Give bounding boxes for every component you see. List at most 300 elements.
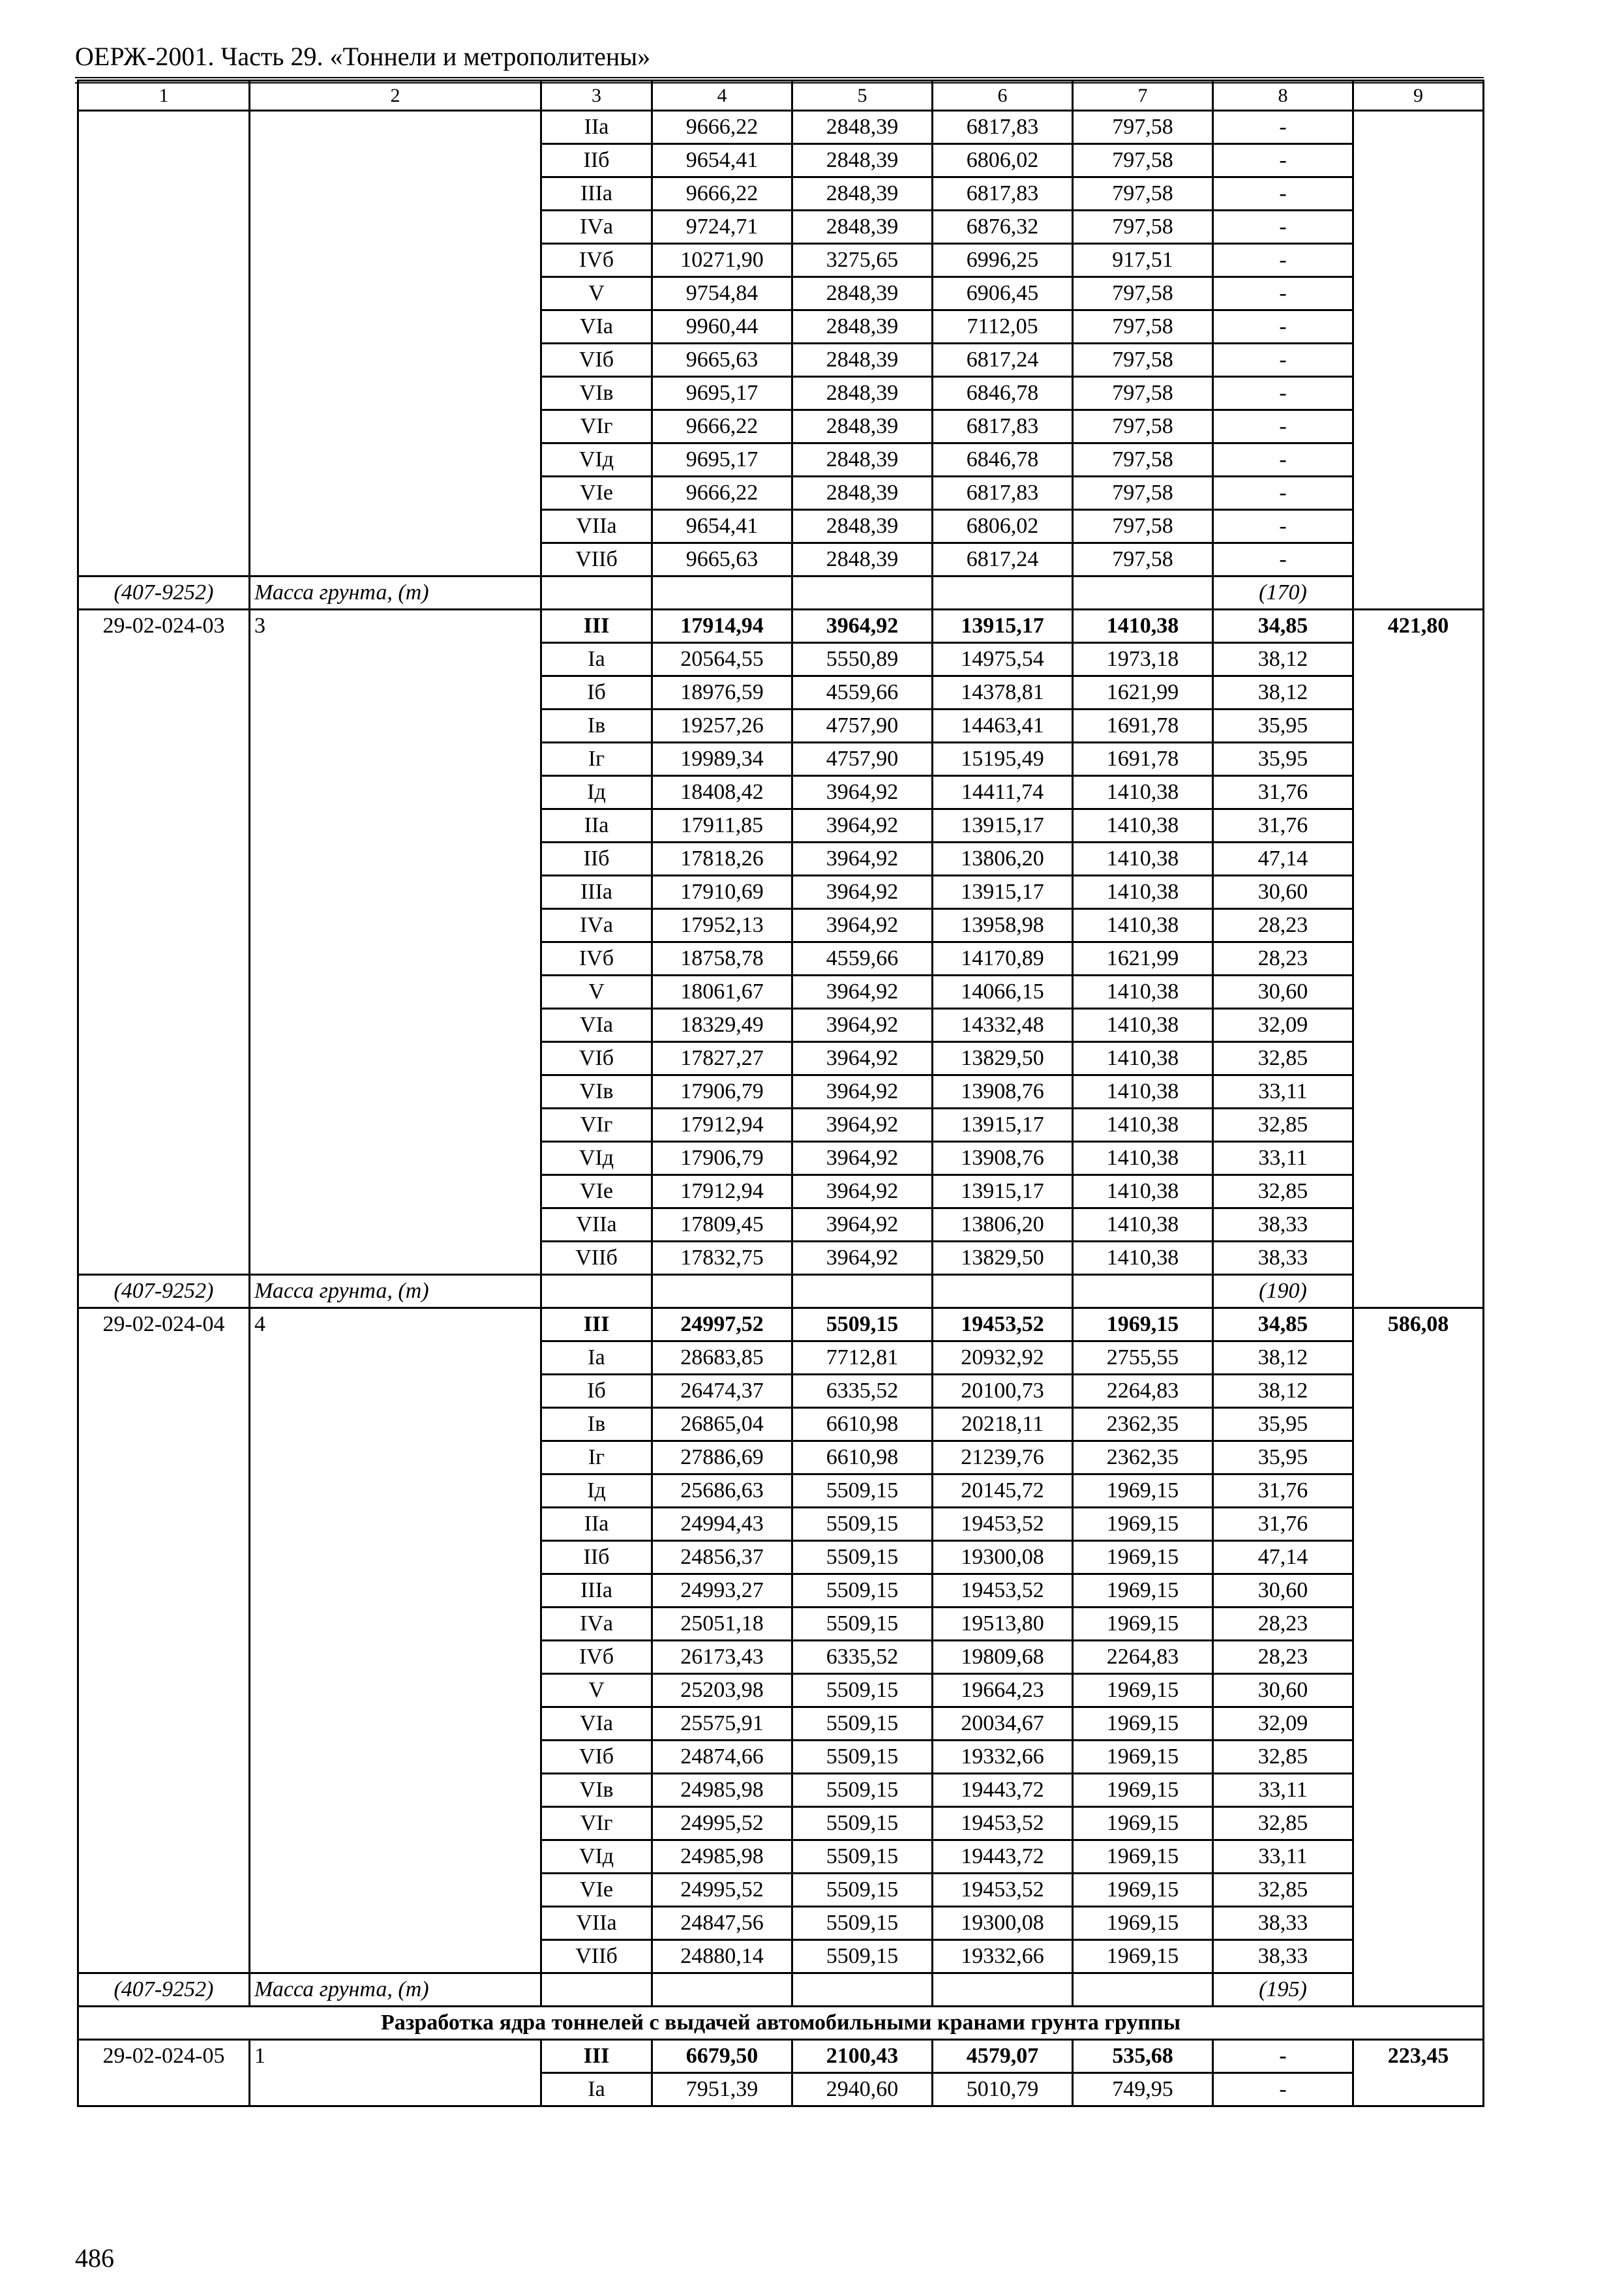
col-num-7: 7 — [1073, 81, 1213, 111]
labor-cost-cell: 2848,39 — [792, 510, 933, 543]
labor-cost-cell: 4757,90 — [792, 743, 933, 776]
machine-cost-cell: 20100,73 — [933, 1375, 1073, 1408]
zone-cell: VIг — [541, 410, 652, 443]
labor-cost-cell: 5509,15 — [792, 1907, 933, 1940]
material-cost-cell: 38,33 — [1213, 1907, 1353, 1940]
rate-name — [250, 111, 541, 576]
labor-cost-cell: 3964,92 — [792, 1075, 933, 1109]
total-cost-cell: 7951,39 — [652, 2073, 792, 2106]
zone-cell: V — [541, 277, 652, 310]
column-number-row — [78, 81, 1484, 111]
total-cost-cell: 24847,56 — [652, 1907, 792, 1940]
rate-code — [78, 111, 250, 576]
empty-cell — [1073, 1275, 1213, 1308]
machine-cost-cell: 19664,23 — [933, 1674, 1073, 1707]
operator-wage-cell: 1621,99 — [1073, 942, 1213, 976]
rate-name: 4 — [250, 1308, 541, 1973]
zone-cell: Iд — [541, 1474, 652, 1508]
machine-cost-cell: 13915,17 — [933, 876, 1073, 909]
total-cost-cell: 9695,17 — [652, 443, 792, 477]
zone-cell: VIб — [541, 1741, 652, 1774]
labor-cost-cell: 5509,15 — [792, 1541, 933, 1574]
operator-wage-cell: 1969,15 — [1073, 1541, 1213, 1574]
zone-cell: Iг — [541, 743, 652, 776]
header-rule — [75, 77, 1484, 78]
labor-cost-cell: 6610,98 — [792, 1408, 933, 1441]
material-cost-cell: - — [1213, 2040, 1353, 2073]
zone-cell: VIе — [541, 1175, 652, 1208]
machine-cost-cell: 6996,25 — [933, 244, 1073, 277]
col-num-1: 1 — [78, 81, 250, 111]
labor-cost-cell: 2940,60 — [792, 2073, 933, 2106]
operator-wage-cell: 1410,38 — [1073, 1075, 1213, 1109]
zone-cell: VIIа — [541, 510, 652, 543]
material-cost-cell: 35,95 — [1213, 1441, 1353, 1474]
mass-value: (190) — [1213, 1275, 1353, 1308]
operator-wage-cell: 797,58 — [1073, 543, 1213, 576]
zone-cell: Iд — [541, 776, 652, 809]
labor-cost-cell: 2848,39 — [792, 277, 933, 310]
page-number: 486 — [75, 2243, 114, 2273]
machine-cost-cell: 7112,05 — [933, 310, 1073, 344]
empty-cell — [1073, 1973, 1213, 2007]
operator-wage-cell: 1969,15 — [1073, 1907, 1213, 1940]
material-cost-cell: 32,09 — [1213, 1009, 1353, 1042]
material-cost-cell: 38,33 — [1213, 1940, 1353, 1973]
material-cost-cell: 30,60 — [1213, 1574, 1353, 1608]
rate-code: 29-02-024-03 — [78, 610, 250, 1275]
total-cost-cell: 24993,27 — [652, 1574, 792, 1608]
material-cost-cell: 28,23 — [1213, 1641, 1353, 1674]
machine-cost-cell: 19443,72 — [933, 1840, 1073, 1874]
empty-cell — [541, 1275, 652, 1308]
total-cost-cell: 19257,26 — [652, 710, 792, 743]
total-cost-cell: 24995,52 — [652, 1874, 792, 1907]
machine-cost-cell: 6817,24 — [933, 344, 1073, 377]
material-cost-cell: - — [1213, 543, 1353, 576]
machine-cost-cell: 13915,17 — [933, 1109, 1073, 1142]
empty-cell — [652, 1275, 792, 1308]
labor-cost-cell: 5509,15 — [792, 1707, 933, 1741]
zone-cell: IVб — [541, 1641, 652, 1674]
total-cost-cell: 25203,98 — [652, 1674, 792, 1707]
machine-cost-cell: 21239,76 — [933, 1441, 1073, 1474]
operator-wage-cell: 1410,38 — [1073, 909, 1213, 942]
labor-cost-cell: 3964,92 — [792, 1242, 933, 1275]
material-cost-cell: 28,23 — [1213, 942, 1353, 976]
zone-cell: VIб — [541, 344, 652, 377]
machine-cost-cell: 20218,11 — [933, 1408, 1073, 1441]
machine-cost-cell: 14332,48 — [933, 1009, 1073, 1042]
zone-cell: Iб — [541, 1375, 652, 1408]
operator-wage-cell: 2755,55 — [1073, 1341, 1213, 1375]
operator-wage-cell: 797,58 — [1073, 510, 1213, 543]
labor-cost-cell: 3964,92 — [792, 610, 933, 643]
operator-wage-cell: 1410,38 — [1073, 1175, 1213, 1208]
material-cost-cell: 35,95 — [1213, 743, 1353, 776]
operator-wage-cell: 1969,15 — [1073, 1674, 1213, 1707]
mass-row — [78, 576, 1484, 610]
material-cost-cell: 28,23 — [1213, 909, 1353, 942]
material-cost-cell: 47,14 — [1213, 843, 1353, 876]
zone-cell: Iб — [541, 676, 652, 710]
zone-cell: VIе — [541, 1874, 652, 1907]
zone-cell: IIб — [541, 144, 652, 177]
zone-cell: IIIа — [541, 177, 652, 211]
zone-cell: IVа — [541, 909, 652, 942]
machine-cost-cell: 6817,83 — [933, 477, 1073, 510]
total-cost-cell: 9665,63 — [652, 344, 792, 377]
operator-wage-cell: 1969,15 — [1073, 1874, 1213, 1907]
machine-cost-cell: 13908,76 — [933, 1142, 1073, 1175]
machine-cost-cell: 6906,45 — [933, 277, 1073, 310]
operator-wage-cell: 1969,15 — [1073, 1807, 1213, 1840]
labor-cost-cell: 3964,92 — [792, 976, 933, 1009]
zone-cell: VIд — [541, 1840, 652, 1874]
labor-cost-cell: 2848,39 — [792, 344, 933, 377]
operator-wage-cell: 1621,99 — [1073, 676, 1213, 710]
machine-cost-cell: 13915,17 — [933, 809, 1073, 843]
col9-cell — [1353, 111, 1484, 610]
material-cost-cell: - — [1213, 177, 1353, 211]
material-cost-cell: 31,76 — [1213, 776, 1353, 809]
machine-cost-cell: 19453,52 — [933, 1508, 1073, 1541]
operator-wage-cell: 1969,15 — [1073, 1741, 1213, 1774]
machine-cost-cell: 19332,66 — [933, 1940, 1073, 1973]
total-cost-cell: 9960,44 — [652, 310, 792, 344]
total-cost-cell: 6679,50 — [652, 2040, 792, 2073]
zone-cell: VIа — [541, 1009, 652, 1042]
mass-ref: (407-9252) — [78, 1275, 250, 1308]
mass-label: Масса грунта, (т) — [250, 576, 541, 610]
machine-cost-cell: 13908,76 — [933, 1075, 1073, 1109]
operator-wage-cell: 1410,38 — [1073, 776, 1213, 809]
zone-cell: VIIб — [541, 1940, 652, 1973]
operator-wage-cell: 535,68 — [1073, 2040, 1213, 2073]
total-cost-cell: 17906,79 — [652, 1075, 792, 1109]
total-cost-cell: 17906,79 — [652, 1142, 792, 1175]
material-cost-cell: 38,12 — [1213, 676, 1353, 710]
total-cost-cell: 24880,14 — [652, 1940, 792, 1973]
empty-cell — [792, 576, 933, 610]
total-cost-cell: 25575,91 — [652, 1707, 792, 1741]
total-cost-cell: 24985,98 — [652, 1774, 792, 1807]
zone-cell: VIг — [541, 1807, 652, 1840]
material-cost-cell: - — [1213, 111, 1353, 144]
material-cost-cell: 32,85 — [1213, 1042, 1353, 1075]
machine-cost-cell: 13958,98 — [933, 909, 1073, 942]
total-cost-cell: 9724,71 — [652, 211, 792, 244]
total-cost-cell: 24856,37 — [652, 1541, 792, 1574]
zone-cell: VIа — [541, 310, 652, 344]
total-cost-cell: 25051,18 — [652, 1608, 792, 1641]
empty-cell — [541, 1973, 652, 2007]
labor-cost-cell: 2848,39 — [792, 310, 933, 344]
material-cost-cell: 32,85 — [1213, 1109, 1353, 1142]
labor-cost-cell: 5509,15 — [792, 1741, 933, 1774]
labor-cost-cell: 3964,92 — [792, 1175, 933, 1208]
operator-wage-cell: 797,58 — [1073, 410, 1213, 443]
operator-wage-cell: 797,58 — [1073, 144, 1213, 177]
labor-cost-cell: 4757,90 — [792, 710, 933, 743]
labor-cost-cell: 5509,15 — [792, 1940, 933, 1973]
machine-cost-cell: 14463,41 — [933, 710, 1073, 743]
page-title: ОЕРЖ-2001. Часть 29. «Тоннели и метрополитены» — [75, 42, 651, 71]
total-cost-cell: 17912,94 — [652, 1175, 792, 1208]
machine-cost-cell: 14378,81 — [933, 676, 1073, 710]
zone-cell: VIв — [541, 377, 652, 410]
machine-cost-cell: 19513,80 — [933, 1608, 1073, 1641]
labor-cost-cell: 2848,39 — [792, 111, 933, 144]
labor-cost-cell: 2848,39 — [792, 377, 933, 410]
machine-cost-cell: 13915,17 — [933, 610, 1073, 643]
material-cost-cell: 31,76 — [1213, 1474, 1353, 1508]
total-cost-cell: 26865,04 — [652, 1408, 792, 1441]
operator-wage-cell: 797,58 — [1073, 211, 1213, 244]
machine-cost-cell: 14170,89 — [933, 942, 1073, 976]
machine-cost-cell: 19453,52 — [933, 1308, 1073, 1341]
labor-cost-cell: 5509,15 — [792, 1608, 933, 1641]
operator-wage-cell: 2362,35 — [1073, 1441, 1213, 1474]
material-cost-cell: 32,85 — [1213, 1807, 1353, 1840]
zone-cell: IIа — [541, 111, 652, 144]
material-cost-cell: 32,85 — [1213, 1741, 1353, 1774]
zone-cell: VIб — [541, 1042, 652, 1075]
operator-wage-cell: 1969,15 — [1073, 1707, 1213, 1741]
machine-cost-cell: 19453,52 — [933, 1807, 1073, 1840]
operator-wage-cell: 797,58 — [1073, 344, 1213, 377]
zone-cell: III — [541, 610, 652, 643]
operator-wage-cell: 1969,15 — [1073, 1574, 1213, 1608]
total-cost-cell: 9654,41 — [652, 144, 792, 177]
machine-cost-cell: 13806,20 — [933, 1208, 1073, 1242]
operator-wage-cell: 917,51 — [1073, 244, 1213, 277]
material-cost-cell: 35,95 — [1213, 1408, 1353, 1441]
rate-name: 1 — [250, 2040, 541, 2106]
machine-cost-cell: 19443,72 — [933, 1774, 1073, 1807]
machine-cost-cell: 19300,08 — [933, 1541, 1073, 1574]
material-cost-cell: 33,11 — [1213, 1075, 1353, 1109]
machine-cost-cell: 14411,74 — [933, 776, 1073, 809]
machine-cost-cell: 20932,92 — [933, 1341, 1073, 1375]
material-cost-cell: 34,85 — [1213, 1308, 1353, 1341]
empty-cell — [541, 576, 652, 610]
total-cost-cell: 26173,43 — [652, 1641, 792, 1674]
rate-name: 3 — [250, 610, 541, 1275]
material-cost-cell: - — [1213, 344, 1353, 377]
material-cost-cell: - — [1213, 410, 1353, 443]
machine-cost-cell: 19809,68 — [933, 1641, 1073, 1674]
zone-cell: III — [541, 2040, 652, 2073]
mass-row — [78, 1973, 1484, 2007]
labor-cost-cell: 5509,15 — [792, 1807, 933, 1840]
labor-cost-cell: 6610,98 — [792, 1441, 933, 1474]
labor-cost-cell: 4559,66 — [792, 942, 933, 976]
zone-cell: Iа — [541, 643, 652, 676]
material-cost-cell: - — [1213, 310, 1353, 344]
zone-cell: Iг — [541, 1441, 652, 1474]
col-num-3: 3 — [541, 81, 652, 111]
material-cost-cell: 38,12 — [1213, 1375, 1353, 1408]
material-cost-cell: 32,85 — [1213, 1175, 1353, 1208]
labor-cost-cell: 5509,15 — [792, 1774, 933, 1807]
page-header — [75, 38, 1484, 83]
section-title: Разработка ядра тоннелей с выдачей автомобильными кранами грунта группы — [78, 2007, 1484, 2040]
zone-cell: VIг — [541, 1109, 652, 1142]
machine-cost-cell: 19453,52 — [933, 1574, 1073, 1608]
total-cost-cell: 9666,22 — [652, 111, 792, 144]
zone-cell: VIв — [541, 1774, 652, 1807]
labor-cost-cell: 2100,43 — [792, 2040, 933, 2073]
mass-row — [78, 1275, 1484, 1308]
operator-wage-cell: 1410,38 — [1073, 1142, 1213, 1175]
operator-wage-cell: 797,58 — [1073, 277, 1213, 310]
labor-cost-cell: 4559,66 — [792, 676, 933, 710]
labor-cost-cell: 5509,15 — [792, 1574, 933, 1608]
total-cost-cell: 17827,27 — [652, 1042, 792, 1075]
labor-cost-cell: 3964,92 — [792, 843, 933, 876]
empty-cell — [792, 1275, 933, 1308]
labor-cost-cell: 3964,92 — [792, 909, 933, 942]
material-cost-cell: 47,14 — [1213, 1541, 1353, 1574]
operator-wage-cell: 797,58 — [1073, 177, 1213, 211]
labor-cost-cell: 3964,92 — [792, 776, 933, 809]
total-cost-cell: 19989,34 — [652, 743, 792, 776]
mass-value: (195) — [1213, 1973, 1353, 2007]
zone-cell: IIб — [541, 1541, 652, 1574]
machine-cost-cell: 19453,52 — [933, 1874, 1073, 1907]
machine-cost-cell: 19332,66 — [933, 1741, 1073, 1774]
table-row — [78, 2040, 1484, 2073]
labor-cost-cell: 5509,15 — [792, 1840, 933, 1874]
machine-cost-cell: 14066,15 — [933, 976, 1073, 1009]
total-cost-cell: 26474,37 — [652, 1375, 792, 1408]
total-cost-cell: 28683,85 — [652, 1341, 792, 1375]
total-cost-cell: 9666,22 — [652, 410, 792, 443]
operator-wage-cell: 1410,38 — [1073, 1109, 1213, 1142]
total-cost-cell: 9654,41 — [652, 510, 792, 543]
total-cost-cell: 24874,66 — [652, 1741, 792, 1774]
material-cost-cell: 32,85 — [1213, 1874, 1353, 1907]
operator-wage-cell: 1969,15 — [1073, 1940, 1213, 1973]
material-cost-cell: 30,60 — [1213, 976, 1353, 1009]
mass-ref: (407-9252) — [78, 576, 250, 610]
total-cost-cell: 17818,26 — [652, 843, 792, 876]
operator-wage-cell: 1969,15 — [1073, 1508, 1213, 1541]
section-row — [78, 2007, 1484, 2040]
total-cost-cell: 18976,59 — [652, 676, 792, 710]
zone-cell: VIа — [541, 1707, 652, 1741]
total-cost-cell: 18061,67 — [652, 976, 792, 1009]
empty-cell — [933, 1973, 1073, 2007]
material-cost-cell: - — [1213, 211, 1353, 244]
material-cost-cell: 35,95 — [1213, 710, 1353, 743]
zone-cell: VIд — [541, 1142, 652, 1175]
mass-label: Масса грунта, (т) — [250, 1973, 541, 2007]
material-cost-cell: 31,76 — [1213, 1508, 1353, 1541]
material-cost-cell: - — [1213, 443, 1353, 477]
labor-cost-cell: 7712,81 — [792, 1341, 933, 1375]
zone-cell: IIIа — [541, 1574, 652, 1608]
zone-cell: V — [541, 976, 652, 1009]
machine-cost-cell: 5010,79 — [933, 2073, 1073, 2106]
labor-cost-cell: 2848,39 — [792, 443, 933, 477]
col-num-8: 8 — [1213, 81, 1353, 111]
material-cost-cell: - — [1213, 277, 1353, 310]
zone-cell: Iв — [541, 1408, 652, 1441]
labor-cost-cell: 6335,52 — [792, 1641, 933, 1674]
machine-cost-cell: 13806,20 — [933, 843, 1073, 876]
operator-wage-cell: 1410,38 — [1073, 843, 1213, 876]
machine-cost-cell: 6806,02 — [933, 510, 1073, 543]
material-cost-cell: 33,11 — [1213, 1840, 1353, 1874]
empty-cell — [933, 1275, 1073, 1308]
total-cost-cell: 18329,49 — [652, 1009, 792, 1042]
zone-cell: IIа — [541, 809, 652, 843]
total-cost-cell: 24994,43 — [652, 1508, 792, 1541]
operator-wage-cell: 1410,38 — [1073, 1208, 1213, 1242]
material-cost-cell: - — [1213, 244, 1353, 277]
total-cost-cell: 9695,17 — [652, 377, 792, 410]
labor-cost-cell: 2848,39 — [792, 410, 933, 443]
zone-cell: IVа — [541, 1608, 652, 1641]
total-cost-cell: 17832,75 — [652, 1242, 792, 1275]
labor-cost-cell: 3964,92 — [792, 876, 933, 909]
total-cost-cell: 10271,90 — [652, 244, 792, 277]
operator-wage-cell: 749,95 — [1073, 2073, 1213, 2106]
labor-cost-cell: 6335,52 — [792, 1375, 933, 1408]
operator-wage-cell: 1973,18 — [1073, 643, 1213, 676]
machine-cost-cell: 19300,08 — [933, 1907, 1073, 1940]
total-cost-cell: 9665,63 — [652, 543, 792, 576]
zone-cell: III — [541, 1308, 652, 1341]
zone-cell: VIе — [541, 477, 652, 510]
table-row — [78, 1308, 1484, 1341]
zone-cell: VIIа — [541, 1208, 652, 1242]
labor-cost-cell: 5509,15 — [792, 1474, 933, 1508]
col9-cell: 421,80 — [1353, 610, 1484, 1308]
total-cost-cell: 18408,42 — [652, 776, 792, 809]
material-cost-cell: 30,60 — [1213, 876, 1353, 909]
empty-cell — [933, 576, 1073, 610]
zone-cell: VIв — [541, 1075, 652, 1109]
labor-cost-cell: 5509,15 — [792, 1874, 933, 1907]
machine-cost-cell: 6817,24 — [933, 543, 1073, 576]
total-cost-cell: 20564,55 — [652, 643, 792, 676]
zone-cell: IVб — [541, 942, 652, 976]
operator-wage-cell: 1410,38 — [1073, 1242, 1213, 1275]
machine-cost-cell: 15195,49 — [933, 743, 1073, 776]
mass-ref: (407-9252) — [78, 1973, 250, 2007]
operator-wage-cell: 1969,15 — [1073, 1474, 1213, 1508]
labor-cost-cell: 3964,92 — [792, 809, 933, 843]
zone-cell: VIIб — [541, 1242, 652, 1275]
material-cost-cell: 33,11 — [1213, 1774, 1353, 1807]
col-num-6: 6 — [933, 81, 1073, 111]
operator-wage-cell: 1410,38 — [1073, 1009, 1213, 1042]
operator-wage-cell: 1410,38 — [1073, 976, 1213, 1009]
machine-cost-cell: 6876,32 — [933, 211, 1073, 244]
material-cost-cell: - — [1213, 377, 1353, 410]
zone-cell: Iа — [541, 2073, 652, 2106]
machine-cost-cell: 6817,83 — [933, 111, 1073, 144]
zone-cell: IVб — [541, 244, 652, 277]
material-cost-cell: - — [1213, 510, 1353, 543]
machine-cost-cell: 6846,78 — [933, 443, 1073, 477]
labor-cost-cell: 5509,15 — [792, 1508, 933, 1541]
zone-cell: IIIа — [541, 876, 652, 909]
machine-cost-cell: 14975,54 — [933, 643, 1073, 676]
